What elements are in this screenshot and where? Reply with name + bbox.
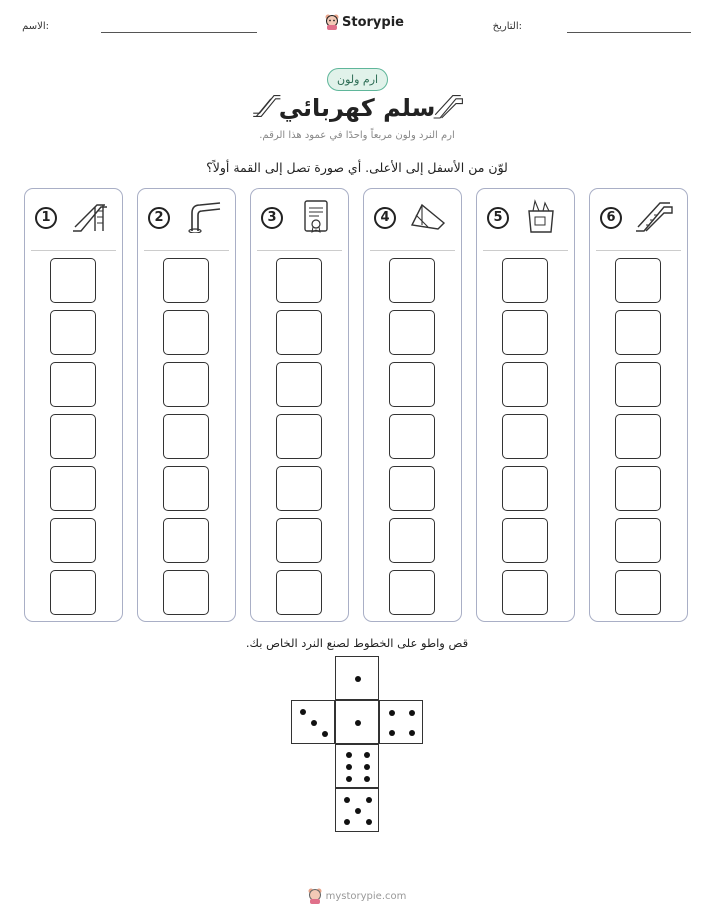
column-number: 6 [600, 207, 622, 229]
column-6 [589, 188, 688, 622]
column-number: 4 [374, 207, 396, 229]
name-line[interactable] [101, 32, 257, 33]
slide-ramp-icon [408, 199, 448, 233]
dice-face [335, 700, 379, 744]
dice-face [291, 700, 335, 744]
column-1 [24, 188, 123, 622]
dice-pip [311, 720, 317, 726]
escalator-icon [432, 92, 464, 120]
color-square[interactable] [163, 466, 209, 511]
color-square[interactable] [276, 414, 322, 459]
brand-name: Storypie [342, 14, 404, 30]
activity-badge: ارم ولون [327, 68, 388, 91]
certificate-icon [295, 199, 335, 233]
dice-pip [346, 764, 352, 770]
column-divider [257, 250, 342, 251]
color-square[interactable] [389, 258, 435, 303]
dice-pip [346, 752, 352, 758]
cut-instruction: قص واطو على الخطوط لصنع النرد الخاص بك. [245, 636, 469, 650]
color-square[interactable] [163, 518, 209, 563]
column-3 [250, 188, 349, 622]
color-square[interactable] [615, 258, 661, 303]
color-square[interactable] [276, 310, 322, 355]
dice-pip [389, 730, 395, 736]
dice-pip [322, 731, 328, 737]
color-square[interactable] [502, 466, 548, 511]
footer-url: mystorypie.com [325, 890, 407, 902]
column-number: 1 [35, 207, 57, 229]
instructions: ارم النرد ولون مربعاً واحدًا في عمود هذا الرقم. [259, 130, 455, 141]
dice-face [335, 788, 379, 832]
dice-face [335, 656, 379, 700]
color-square[interactable] [389, 310, 435, 355]
color-square[interactable] [276, 570, 322, 615]
date-label: التاريخ: [492, 21, 522, 32]
column-divider [596, 250, 681, 251]
dice-pip [364, 752, 370, 758]
page-title: سلم كهربائي [278, 94, 436, 122]
dice-pip [355, 720, 361, 726]
dice-face [335, 744, 379, 788]
color-square[interactable] [50, 310, 96, 355]
color-square[interactable] [276, 466, 322, 511]
color-square[interactable] [50, 570, 96, 615]
color-square[interactable] [615, 518, 661, 563]
dice-pip [409, 730, 415, 736]
column-number: 2 [148, 207, 170, 229]
column-number: 5 [487, 207, 509, 229]
color-square[interactable] [389, 362, 435, 407]
color-square[interactable] [389, 518, 435, 563]
color-square[interactable] [615, 362, 661, 407]
column-divider [144, 250, 229, 251]
escalator-icon [634, 199, 674, 233]
dice-pip [364, 776, 370, 782]
tube-slide-icon [182, 199, 222, 233]
dice-pip [355, 808, 361, 814]
color-square[interactable] [502, 414, 548, 459]
color-square[interactable] [50, 466, 96, 511]
color-square[interactable] [276, 518, 322, 563]
dice-pip [366, 797, 372, 803]
dice-face [379, 700, 423, 744]
dice-pip [344, 797, 350, 803]
bear-mascot-icon [325, 14, 339, 30]
color-square[interactable] [615, 466, 661, 511]
color-square[interactable] [276, 362, 322, 407]
dice-pip [389, 710, 395, 716]
grocery-bag-icon [521, 199, 561, 233]
color-square[interactable] [502, 362, 548, 407]
name-label: الاسم: [22, 21, 49, 32]
column-divider [483, 250, 568, 251]
color-square[interactable] [502, 258, 548, 303]
column-divider [31, 250, 116, 251]
column-number: 3 [261, 207, 283, 229]
dice-pip [366, 819, 372, 825]
color-square[interactable] [389, 466, 435, 511]
footer [0, 888, 714, 904]
color-square[interactable] [163, 362, 209, 407]
color-square[interactable] [163, 414, 209, 459]
question: لوّن من الأسفل إلى الأعلى. أي صورة تصل إلى القمة أولاً؟ [206, 160, 508, 175]
color-square[interactable] [163, 310, 209, 355]
dice-pip [344, 819, 350, 825]
playground-slide-icon [69, 199, 109, 233]
color-square[interactable] [615, 310, 661, 355]
dice-pip [355, 676, 361, 682]
brand-logo [325, 14, 404, 30]
column-divider [370, 250, 455, 251]
color-square[interactable] [276, 258, 322, 303]
column-2 [137, 188, 236, 622]
color-square[interactable] [502, 310, 548, 355]
color-square[interactable] [163, 570, 209, 615]
color-square[interactable] [50, 258, 96, 303]
column-5 [476, 188, 575, 622]
color-square[interactable] [50, 518, 96, 563]
color-square[interactable] [615, 570, 661, 615]
color-square[interactable] [163, 258, 209, 303]
dice-pip [364, 764, 370, 770]
bear-mascot-icon [308, 888, 322, 904]
dice-pip [409, 710, 415, 716]
color-square[interactable] [502, 518, 548, 563]
color-square[interactable] [389, 570, 435, 615]
color-square[interactable] [50, 362, 96, 407]
color-square[interactable] [615, 414, 661, 459]
color-square[interactable] [502, 570, 548, 615]
dice-pip [346, 776, 352, 782]
column-4 [363, 188, 462, 622]
color-square[interactable] [50, 414, 96, 459]
color-square[interactable] [389, 414, 435, 459]
dice-pip [300, 709, 306, 715]
date-line[interactable] [567, 32, 691, 33]
